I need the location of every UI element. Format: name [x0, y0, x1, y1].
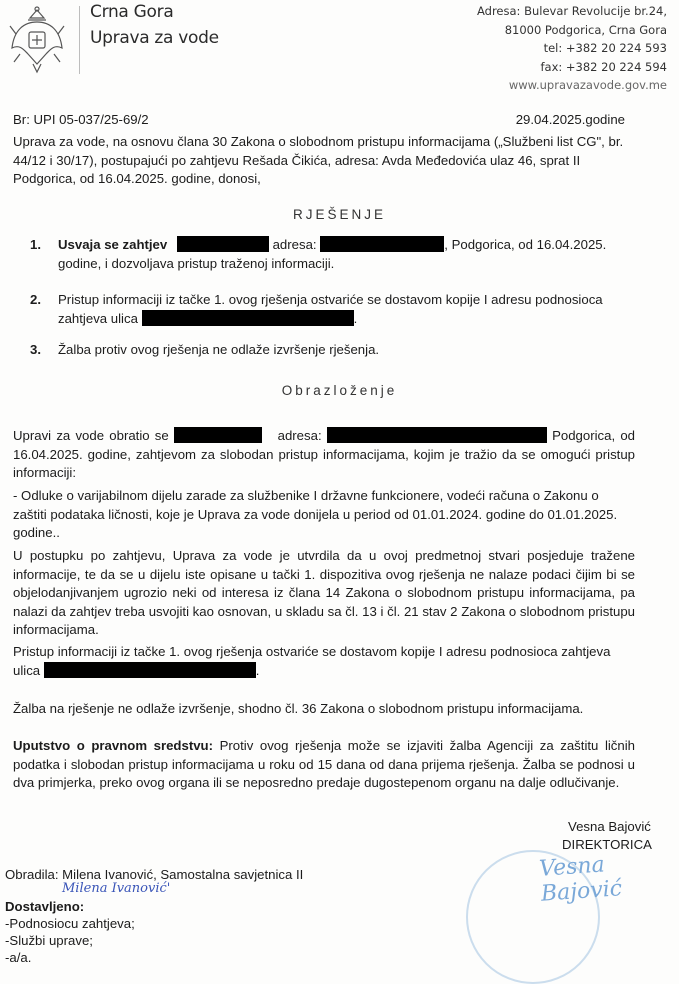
reasoning-paragraph-2: - Odluke o varijabilnom dijelu zarade za službenike I državne funkcionere, vodeći računa o Zakonu o zaštiti podataka ličnosti, koje je Uprava za vode donijela u period od 01.01.2024. godine do 01.01.2025. godine..: [13, 488, 618, 540]
director-signature: Vesna Bajović: [538, 852, 623, 907]
item-text-end: , Podgorica, od 16.04.2025. godine, i dozvoljava pristup traženoj informaciji.: [58, 237, 607, 271]
address-line-2: 81000 Podgorica, Crna Gora: [504, 22, 667, 37]
text: adresa:: [277, 428, 322, 443]
item-text: Pristup informaciji iz tačke 1. ovog rješenja ostvariće se dostavom kopije I adresu podnosioca zahtjeva ulica: [58, 292, 603, 326]
item-text: Žalba protiv ovog rješenja ne odlaže izvršenje rješenja.: [58, 342, 380, 357]
legal-remedy-paragraph: [13, 737, 635, 793]
item-lead: Usvaja se zahtjev: [58, 237, 168, 252]
address-line-1: Adresa: Bulevar Revolucije br.24,: [476, 4, 667, 18]
text: .: [255, 662, 260, 678]
coat-of-arms-icon: [6, 4, 68, 76]
website-link[interactable]: www.upravazavode.gov.me: [508, 78, 667, 92]
header-divider: [79, 6, 80, 74]
signatory-title: DIREKTORICA: [562, 837, 652, 852]
redacted-name: [177, 236, 269, 252]
redacted-name: [174, 427, 262, 443]
reference-number: Br: UPI 05-037/25-69/2: [13, 112, 149, 127]
item-number: 1.: [30, 237, 41, 252]
redacted-street: [44, 662, 256, 678]
reasoning-paragraph-5: Žalba na rješenje ne odlaže izvršenje, shodno čl. 36 Zakona o slobodnom pristupu informacijama.: [13, 701, 584, 716]
redacted-street: [142, 310, 354, 326]
intro-paragraph: Uprava za vode, na osnovu člana 30 Zakona o slobodnom pristupu informacijama („Službeni list CG", br. 44/12 i 30/17), postupajući po zahtjevu Rešada Čikića, adresa: Avda Međedovića ulaz 46, sprat II Podgorica, od 16.04.2025. godine, donosi,: [13, 134, 624, 186]
processed-by: Obradila: Milena Ivanović, Samostalna savjetnica II: [5, 867, 304, 882]
text: Podgorica, od 16.04.2025. godine, zahtjevom za slobodan pristup informacijama, kojim je tražio da se omogući pristup informaciji:: [13, 428, 635, 480]
text: Pristup informaciji iz tačke 1. ovog rješenja ostvariće se dostavom kopije I adresu podnosioca zahtjeva ulica: [13, 644, 611, 678]
reasoning-heading: Obrazloženje: [281, 383, 398, 398]
delivered-item: -Službi uprave;: [5, 933, 93, 948]
item-text: adresa:: [272, 237, 317, 252]
redacted-address: [320, 236, 444, 252]
decision-heading: RJEŠENJE: [292, 207, 387, 222]
delivered-item: -a/a.: [5, 950, 32, 965]
legal-remedy-label: Uputstvo o pravnom sredstvu:: [13, 738, 213, 753]
item-number: 2.: [30, 292, 41, 307]
redacted-address: [327, 427, 547, 443]
text: Protiv ovog rješenja može se izjaviti žalba Agenciji za zaštitu ličnih podatka i slobodan pristup informacijama u roku od 15 dana od dana prijema rješenja. Žalba se podnosi u dva primjerka, preko ovog organa ili se neposredno predaje dugostepenom organu na dalje odlučivanje.: [13, 738, 635, 790]
item-number: 3.: [30, 342, 41, 357]
reasoning-paragraph-1: [13, 427, 635, 483]
organization-name: Uprava za vode: [90, 28, 219, 48]
processor-signature: Milena Ivanović': [62, 881, 171, 896]
delivered-label: Dostavljeno:: [5, 899, 85, 914]
country-name: Crna Gora: [90, 2, 174, 22]
signatory-name: Vesna Bajović: [568, 819, 651, 834]
reasoning-paragraph-3: U postupku po zahtjevu, Uprava za vode je utvrdila da u ovoj predmetnoj stvari posjeduje tražene informacije, te da se u dijelu iste opisane u tački 1. dispozitiva ovog rješenja ne nalaze podaci čijim bi se objelodanjivanjem ugrozio neki od interesa iz člana 14 Zakona o slobodnom pristupu informacijama, pa nalazi da zahtjev treba usvojiti kao osnovan, u skladu sa čl. 13 i čl. 21 stav 2 Zakona o slobodnom pristupu informacijama.: [13, 548, 635, 637]
document-date: 29.04.2025.godine: [515, 112, 625, 127]
text: Upravi za vode obratio se: [13, 428, 169, 443]
fax: fax: +382 20 224 594: [540, 59, 667, 74]
contact-block: [477, 2, 667, 95]
delivered-item: -Podnosiocu zahtjeva;: [5, 916, 135, 931]
phone: tel: +382 20 224 593: [543, 41, 667, 55]
item-end: .: [353, 310, 358, 326]
reasoning-paragraph-4: [13, 643, 635, 680]
